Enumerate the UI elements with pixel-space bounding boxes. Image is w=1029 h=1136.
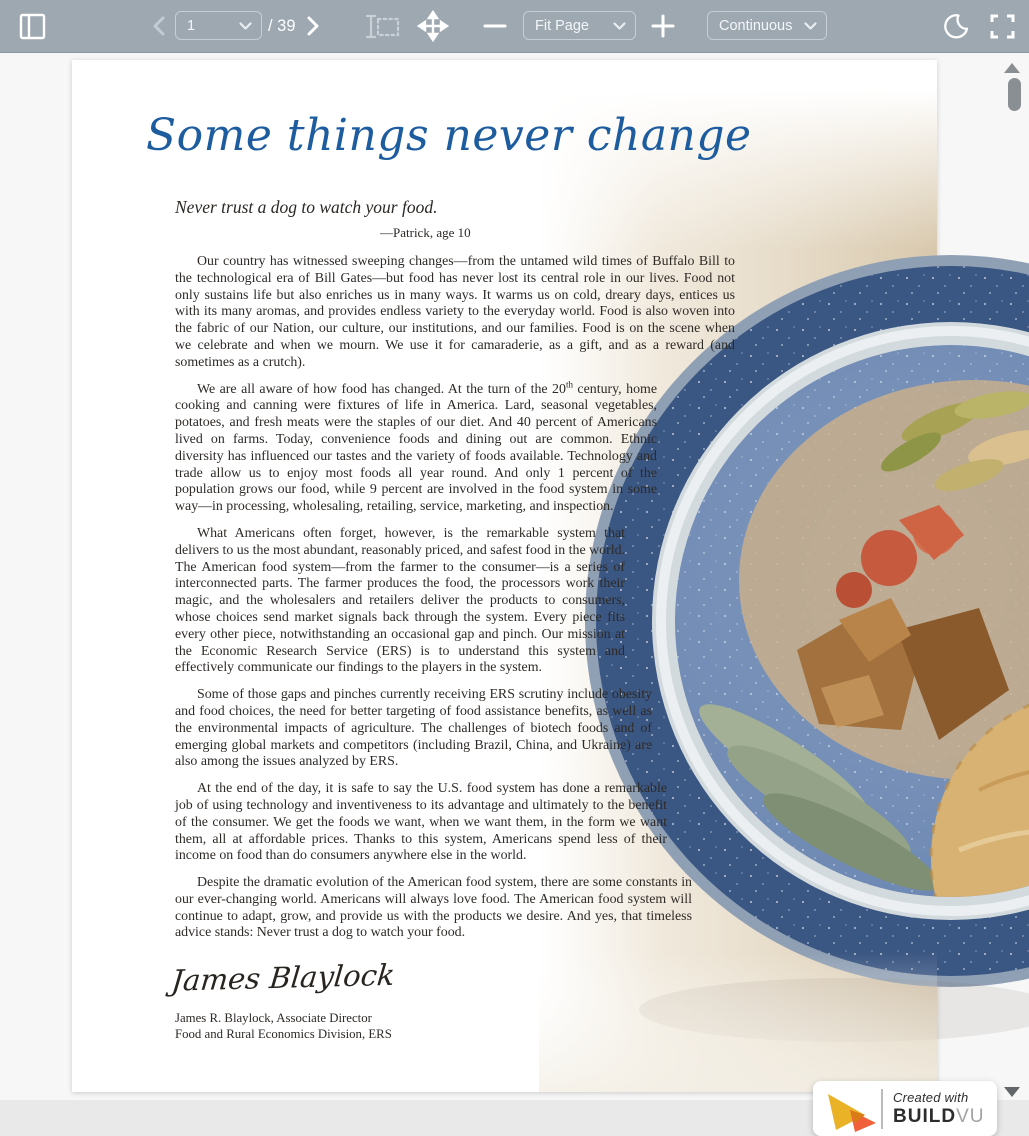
page-count-label: / 39 bbox=[268, 16, 296, 35]
epigraph-attribution: —Patrick, age 10 bbox=[380, 225, 471, 240]
page-number-value: 1 bbox=[187, 17, 196, 34]
previous-page-button[interactable] bbox=[146, 0, 172, 52]
sidebar-toggle-button[interactable] bbox=[12, 0, 52, 52]
minus-icon bbox=[483, 24, 507, 28]
chevron-down-icon bbox=[613, 22, 626, 30]
next-page-button[interactable] bbox=[300, 0, 326, 52]
scrollbar-thumb[interactable] bbox=[1008, 78, 1021, 111]
layout-mode-select[interactable] bbox=[707, 11, 827, 40]
chevron-left-icon bbox=[151, 15, 167, 37]
pan-tool-button[interactable] bbox=[413, 0, 453, 52]
ibeam-selection-icon bbox=[365, 13, 401, 40]
zoom-mode-value: Fit Page bbox=[535, 17, 589, 34]
toolbar bbox=[0, 0, 1029, 53]
document-text-column bbox=[72, 60, 937, 1042]
document-page bbox=[72, 60, 937, 1092]
scrollbar-up-arrow[interactable] bbox=[1004, 63, 1020, 73]
dark-mode-button[interactable] bbox=[938, 0, 974, 52]
body-paragraph-5: At the end of the day, it is safe to say the U.S. food system has done a remarkable job of using technology and inventiveness to its advantage and ultimately to the benefit of the consumer. We get the foods we want, when we want them, in the form we want them, all at affordable prices. Thanks to this system, Americans spend less of their income on food than do consumers anywhere else in the world. bbox=[175, 781, 667, 864]
body-paragraph-3: What Americans often forget, however, is the remarkable system that delivers to us the most abundant, reasonably priced, and safest food in the world. The American food system—from the farmer to the consumer—is a series of interconnected parts. The farmer produces the food, the processors work their magic, and the wholesalers and retailers deliver the products to consumers, whose choices send market signals back through the system. Every piece fits every other piece, notwithstanding an occasional gap and pinch. Our mission at the Economic Research Service (ERS) is to understand this system and effectively communicate our findings to the players in the system. bbox=[175, 525, 625, 676]
badge-created-with-label: Created with bbox=[893, 1090, 969, 1105]
signature-name-line: James R. Blaylock, Associate Director bbox=[175, 1011, 372, 1026]
plus-icon bbox=[651, 14, 675, 38]
text-select-tool-button[interactable] bbox=[363, 0, 403, 52]
zoom-out-button[interactable] bbox=[480, 0, 510, 52]
body-paragraph-4: Some of those gaps and pinches currently receiving ERS scrutiny include obesity and food choices, the need for better targeting of food assistance benefits, as well as the environmental impacts of agriculture. The challenges of biotech foods and of emerging global markets and competitors (including Brazil, China, and Ukraine) are also among the issues analyzed by ERS. bbox=[175, 687, 652, 770]
fullscreen-button[interactable] bbox=[984, 0, 1020, 52]
signature-division-line: Food and Rural Economics Division, ERS bbox=[175, 1027, 392, 1042]
chevron-down-icon bbox=[239, 22, 252, 30]
signature-handwriting: James Blaylock bbox=[169, 958, 397, 998]
document-scroll-area[interactable] bbox=[0, 53, 1029, 1127]
layout-mode-value: Continuous bbox=[719, 17, 793, 34]
badge-divider bbox=[881, 1089, 883, 1129]
expand-corners-icon bbox=[990, 14, 1015, 39]
body-paragraph-2: We are all aware of how food has changed. At the turn of the 20th century, home cooking and canning were fixtures of life in America. Lard, seasonal vegetables, potatoes, and fresh meats were the staples of our diet. And 40 percent of Americans lived on farms. Today, convenience foods and dining out are common. Ethnic diversity has influenced our tastes and the variety of foods available. Technology and trade allow us to enjoy most foods all year round. And only 1 percent of the population grows our food, while 9 percent are involved in the food system in some way—in processing, wholesaling, retailing, service, marketing, and inspection. bbox=[175, 378, 657, 515]
chevron-right-icon bbox=[305, 15, 321, 37]
zoom-mode-select[interactable] bbox=[523, 11, 636, 40]
scrollbar-down-arrow[interactable] bbox=[1004, 1087, 1020, 1097]
chevron-down-icon bbox=[804, 22, 817, 30]
move-arrows-icon bbox=[418, 11, 448, 41]
body-paragraph-1: Our country has witnessed sweeping changes—from the untamed wild times of Buffalo Bill to the technological era of Bill Gates—but food has never lost its central role in our lives. Food not only sustains life but also enriches us in many ways. It warms us on cold, dreary days, entices us with its many aromas, and provides endless variety to the everyday world. Food is also woven into the fabric of our Nation, our culture, our institutions, and our families. Food is on the scene when we celebrate and when we mourn. We use it for camaraderie, as a gift, and as a reward (and sometimes as a crutch). bbox=[175, 254, 735, 370]
epigraph: Never trust a dog to watch your food. bbox=[175, 197, 438, 217]
badge-brand-label: BUILDVU bbox=[893, 1106, 985, 1127]
buildvu-logo-icon bbox=[825, 1086, 877, 1132]
moon-icon bbox=[942, 12, 970, 40]
buildvu-badge[interactable] bbox=[813, 1081, 997, 1136]
page-title: Some things never change bbox=[146, 110, 752, 161]
body-paragraph-6: Despite the dramatic evolution of the American food system, there are some constants in our ever-changing world. Americans will always love food. The American food system will continue to adapt, grow, and provide us with the products we desire. And yes, that timeless advice stands: Never trust a dog to watch your food. bbox=[175, 875, 692, 941]
sidebar-panel-icon bbox=[19, 13, 46, 40]
page-number-input[interactable] bbox=[175, 11, 262, 40]
zoom-in-button[interactable] bbox=[648, 0, 678, 52]
